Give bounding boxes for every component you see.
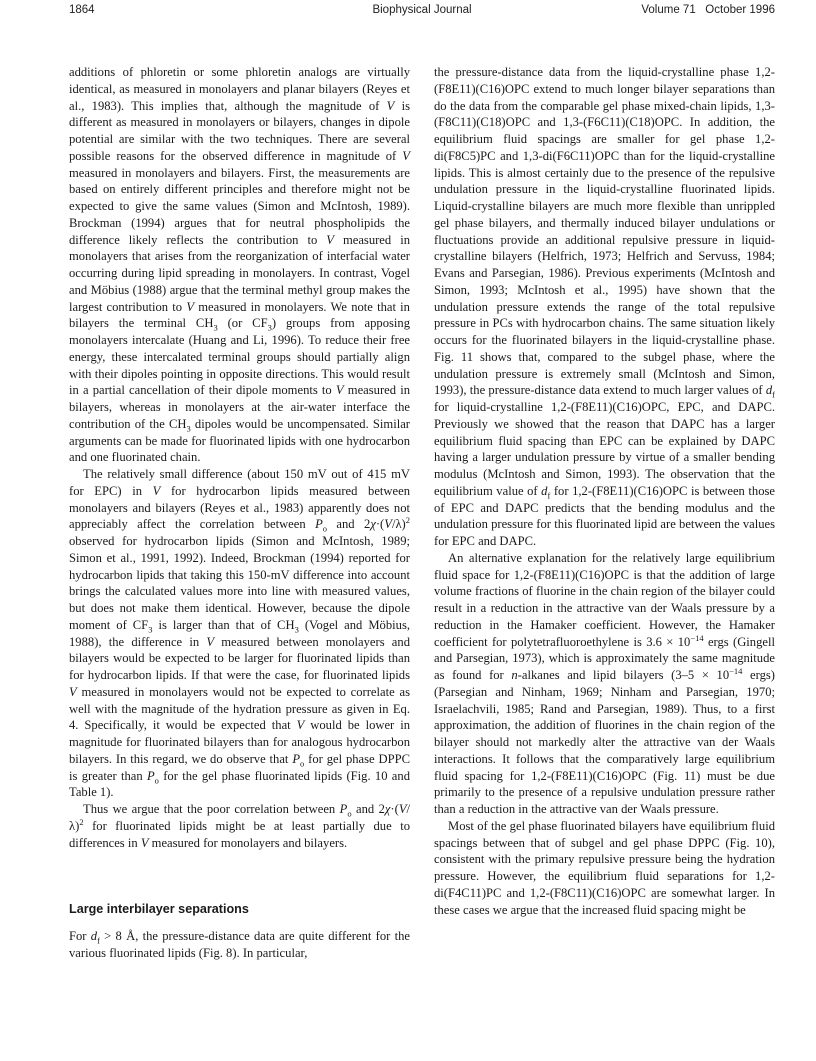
page-number: 1864: [69, 4, 95, 16]
paragraph-right-2: An alternative explanation for the relatively large equilibrium fluid space for 1,2-(F8E11)(C16)OPC is that the addition of large volume fractions of fluorine in the chain region of the bilayer could result in a reduction in the attractive van der Waals pressure by a reduction in the Hamaker coefficient. However, the Hamaker coefficient for polytetrafluoroethylene is $3.6 \times 10^{-14}$ ergs (Gingell and Parsegian, 1973), which is approximately the same magnitude as found for n-alkanes and lipid bilayers ($3-5 \times 10^{-14}$ ergs) (Parsegian and Ninham, 1969; Ninham and Parsegian, 1970; Israelachvili, 1985; Rand and Parsegian, 1989). Thus, to a first approximation, the addition of fluorines in the chain region of the bilayer should not markedly alter the attractive van der Waals interactions. It follows that the comparatively large equilibrium fluid spacing for 1,2-(F8E11)(C16)OPC (Fig. 11) must be due primarily to the presence of a repulsive undulation pressure rather than a reduction in the attractive van der Waals pressure.: [434, 550, 775, 816]
volume-date: Volume 71 October 1996: [641, 4, 775, 16]
paragraph-left-4: For $d_f > 8$ Å, the pressure-distance data are quite different for the various fluorinated lipids (Fig. 8). In particular,: [69, 929, 410, 960]
right-column: [434, 64, 775, 918]
paragraph-left-2: The relatively small difference (about 150 mV out of 415 mV for EPC) in V for hydrocarbon lipids measured between monolayers and bilayers (Reyes et al., 1983) apparently does not appreciably affect the correlation between $P_o$ and $2\chi\cdot(V/\lambda)^2$ observed for hydrocarbon lipids (Simon and McIntosh, 1989; Simon et al., 1991, 1992). Indeed, Brockman (1994) reported for hydrocarbon lipids that taking this 150-mV difference into account brings the calculated values more into line with measured values, but does not make them identical. However, because the dipole moment of $CF_3$ is larger than that of $CH_3$ (Vogel and Möbius, 1988), the difference in V measured between monolayers and bilayers would be expected to be larger for fluorinated lipids than for hydrocarbon lipids. If that were the case, for fluorinated lipids V measured in monolayers would not be expected to correlate as well with the magnitude of the hydration pressure as given in Eq. 4. Specifically, it would be expected that V would be lower in magnitude for fluorinated bilayers than for analogous hydrocarbon bilayers. In this regard, we do observe that $P_o$ for gel phase DPPC is greater than $P_o$ for the gel phase fluorinated lipids (Fig. 10 and Table 1).: [69, 467, 411, 800]
paragraph-right-3: Most of the gel phase fluorinated bilayers have equilibrium fluid spacings between that of subgel and gel phase DPPC (Fig. 10), consistent with the primary repulsive pressure being the hydration pressure. However, the equilibrium fluid separations for 1,2-di(F4C11)PC and 1,2-(F8C11)(C16)OPC are somewhat larger. In these cases we argue that the increased fluid spacing might be: [434, 818, 775, 917]
section-heading: Large interbilayer separations: [69, 902, 249, 917]
journal-title: Biophysical Journal: [372, 4, 472, 16]
left-column: [69, 64, 410, 962]
paragraph-left-3: Thus we argue that the poor correlation between $P_o$ and $2\chi\cdot(V/\lambda)^2$ for fluorinated lipids might be at least partially due to differences in V measured for monolayers and bilayers.: [69, 802, 411, 850]
running-header: [69, 4, 775, 20]
paragraph-left-1: additions of phloretin or some phloretin analogs are virtually identical, as measured in monolayers and planar bilayers (Reyes et al., 1983). This implies that, although the magnitude of V is different as measured in monolayers or bilayers, changes in dipole potential are similar with the two techniques. There are several possible reasons for the observed difference in magnitude of V measured in monolayers and bilayers. First, the measurements are based on entirely different principles and therefore might not be expected to give the same values (Simon and McIntosh, 1989). Brockman (1994) argues that for neutral phospholipids the difference likely reflects the contribution to V measured in monolayers that arises from the reorganization of interfacial water occurring during lipid spreading in monolayers. In contrast, Vogel and Möbius (1988) argue that the terminal methyl group makes the largest contribution to V measured in monolayers. We note that in bilayers the terminal $CH_3$ (or $CF_3$) groups from apposing monolayers intercalate (Huang and Li, 1996). To reduce their free energy, these intercalated terminal groups should partially align with their dipoles pointing in opposite directions. This would result in a partial cancellation of their dipole moments to V measured in bilayers, whereas in monolayers at the air-water interface the contribution of the $CH_3$ dipoles would be uncompensated. Similar arguments can be made for fluorinated lipids with one hydrocarbon and one fluorinated chain.: [69, 65, 410, 465]
paragraph-right-1: the pressure-distance data from the liquid-crystalline phase 1,2-(F8E11)(C16)OPC extend to much longer bilayer separations than do the data from the comparable gel phase mixed-chain lipids, 1,3-(F8C11)(C18)OPC and 1,3-(F6C11)(C18)OPC. In addition, the equilibrium fluid spacings are smaller for gel phase 1,2-di(F8C5)PC and 1,3-di(F6C11)OPC than for the liquid-crystalline lipids. This is almost certainly due to the presence of the repulsive undulation pressure in the liquid-crystalline fluorinated lipids. Liquid-crystalline bilayers are much more flexible than unrippled gel phase bilayers, and thermally induced bilayer undulations or fluctuations provide an additional repulsive pressure in liquid-crystalline bilayers (Helfrich, 1973; Helfrich and Servuss, 1984; Evans and Parsegian, 1986). Previous experiments (McIntosh and Simon, 1993; McIntosh et al., 1995) have shown that the undulation pressure extends the range of the total repulsive pressure in PCs with hydrocarbon chains. The same situation likely occurs for the fluorinated bilayers in the liquid-crystalline phase. Fig. 11 shows that, compared to the subgel phase, where the undulation pressure is extremely small (McIntosh and Simon, 1993), the pressure-distance data extend to much larger values of $d_f$ for liquid-crystalline 1,2-(F8E11)(C16)OPC, EPC, and DAPC. Previously we showed that the reason that DAPC has a larger equilibrium fluid spacing than EPC can be explained by DAPC having a larger undulation pressure by virtue of a smaller bending modulus (McIntosh and Simon, 1993). The observation that the equilibrium value of $d_f$ for 1,2-(F8E11)(C16)OPC is between those of EPC and DAPC predicts that the bending modulus and the undulation pressure for this fluorinated lipid are between the values for EPC and DAPC.: [434, 65, 775, 548]
